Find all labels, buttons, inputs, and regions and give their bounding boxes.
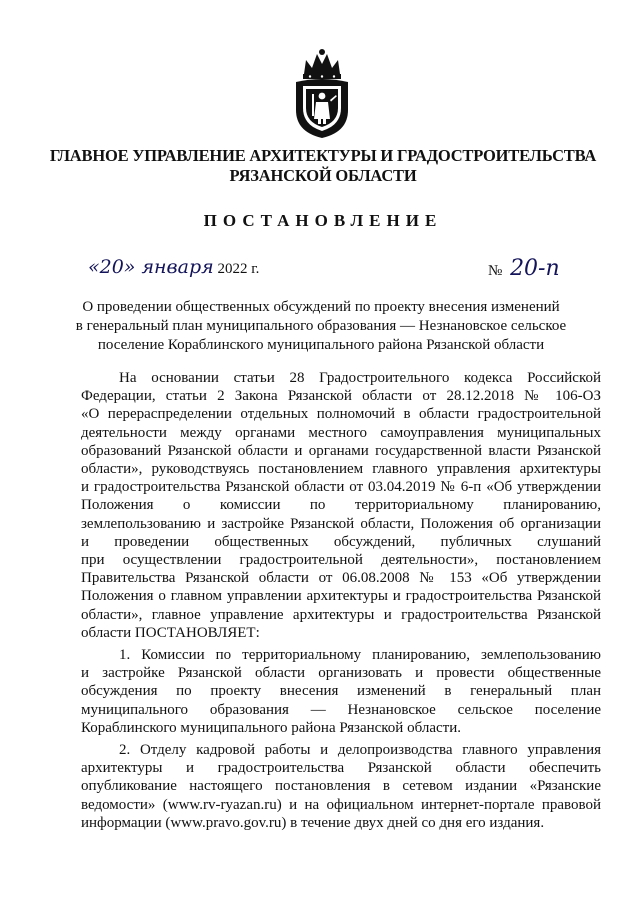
body-line: Положения о главном управлении архитектуры и градостроительства Рязанской [81, 588, 601, 605]
body-line: при осуществлении градостроительной деятельности», постановлением [81, 552, 601, 569]
body-line: землепользованию и застройке Рязанской области, Положения об организации [81, 515, 601, 532]
ryazan-coat-of-arms-icon [290, 48, 354, 140]
document-date [88, 256, 259, 278]
body-line: Правительства Рязанской области от 06.08.2008 № 153 «Об утверждении [81, 570, 601, 587]
document-type-heading: ПОСТАНОВЛЕНИЕ [203, 211, 443, 230]
subject-line: в генеральный план муниципального образования — Незнановское сельское [75, 318, 567, 334]
body-line: Положения о комиссии по территориальному планированию, [81, 497, 601, 514]
subject-line: поселение Кораблинского муниципального района Рязанской области [97, 337, 545, 353]
body-paragraph [81, 741, 601, 832]
body-line: Кораблинского муниципального района Рязанской области. [81, 719, 461, 736]
body-line: «О перераспределении отдельных полномочий в области градостроительной [81, 406, 601, 423]
body-line: и градостроительства Рязанской области от 03.04.2019 № 6-п «Об утверждении [81, 479, 601, 496]
handwritten-date: «20» января [88, 256, 214, 278]
body-line: образований Рязанской области и органами государственной власти Рязанской [81, 442, 601, 459]
body-line: области ПОСТАНОВЛЯЕТ: [81, 624, 260, 641]
handwritten-number: 20-п [510, 256, 560, 281]
body-line: информации (www.pravo.gov.ru) в течение двух дней со дня его издания. [81, 814, 545, 831]
organization-name [40, 146, 606, 186]
body-line: муниципального образования — Незнановское сельское поселение [81, 701, 601, 718]
body-line: архитектуры и градостроительства Рязанской области обеспечить [81, 760, 601, 777]
body-line: 1. Комиссии по территориальному планированию, землепользованию [119, 647, 601, 664]
date-year: 2022 г. [217, 261, 260, 277]
document-subject [74, 298, 568, 355]
body-line: Федерации, статьи 2 Закона Рязанской области от 28.12.2018 № 106-ОЗ [81, 388, 601, 405]
body-line: и застройке Рязанской области организовать и провести общественные [81, 665, 601, 682]
number-sign: № [488, 263, 503, 279]
body-paragraph [81, 646, 601, 737]
body-line: области», главное управление архитектуры и градостроительства Рязанской [81, 606, 601, 623]
document-number [488, 256, 560, 281]
body-line: деятельности между органами местного самоуправления муниципальных [81, 424, 601, 441]
body-line: области», руководствуясь постановлением главного управления архитектуры [81, 461, 601, 478]
body-line: На основании статьи 28 Градостроительного кодекса Российской [119, 370, 601, 386]
body-line: и проведении общественных обсуждений, публичных слушаний [81, 533, 601, 550]
body-paragraph [81, 369, 601, 642]
body-line: ведомости» (www.rv-ryazan.ru) и на официальном интернет-портале правовой [81, 796, 601, 813]
subject-line: О проведении общественных обсуждений по проекту внесения изменений [82, 299, 560, 315]
body-line: обсуждения по проекту внесения изменений в генеральный план [81, 683, 601, 700]
organization-name-line-1: ГЛАВНОЕ УПРАВЛЕНИЕ АРХИТЕКТУРЫ И ГРАДОСТРОИТЕЛЬСТВА [49, 146, 597, 165]
organization-name-line-2: РЯЗАНСКОЙ ОБЛАСТИ [229, 166, 417, 185]
body-line: 2. Отделу кадровой работы и делопроизводства главного управления [119, 742, 601, 759]
document-body [81, 369, 601, 832]
body-line: опубликование настоящего постановления в сетевом издании «Рязанские [81, 778, 601, 795]
